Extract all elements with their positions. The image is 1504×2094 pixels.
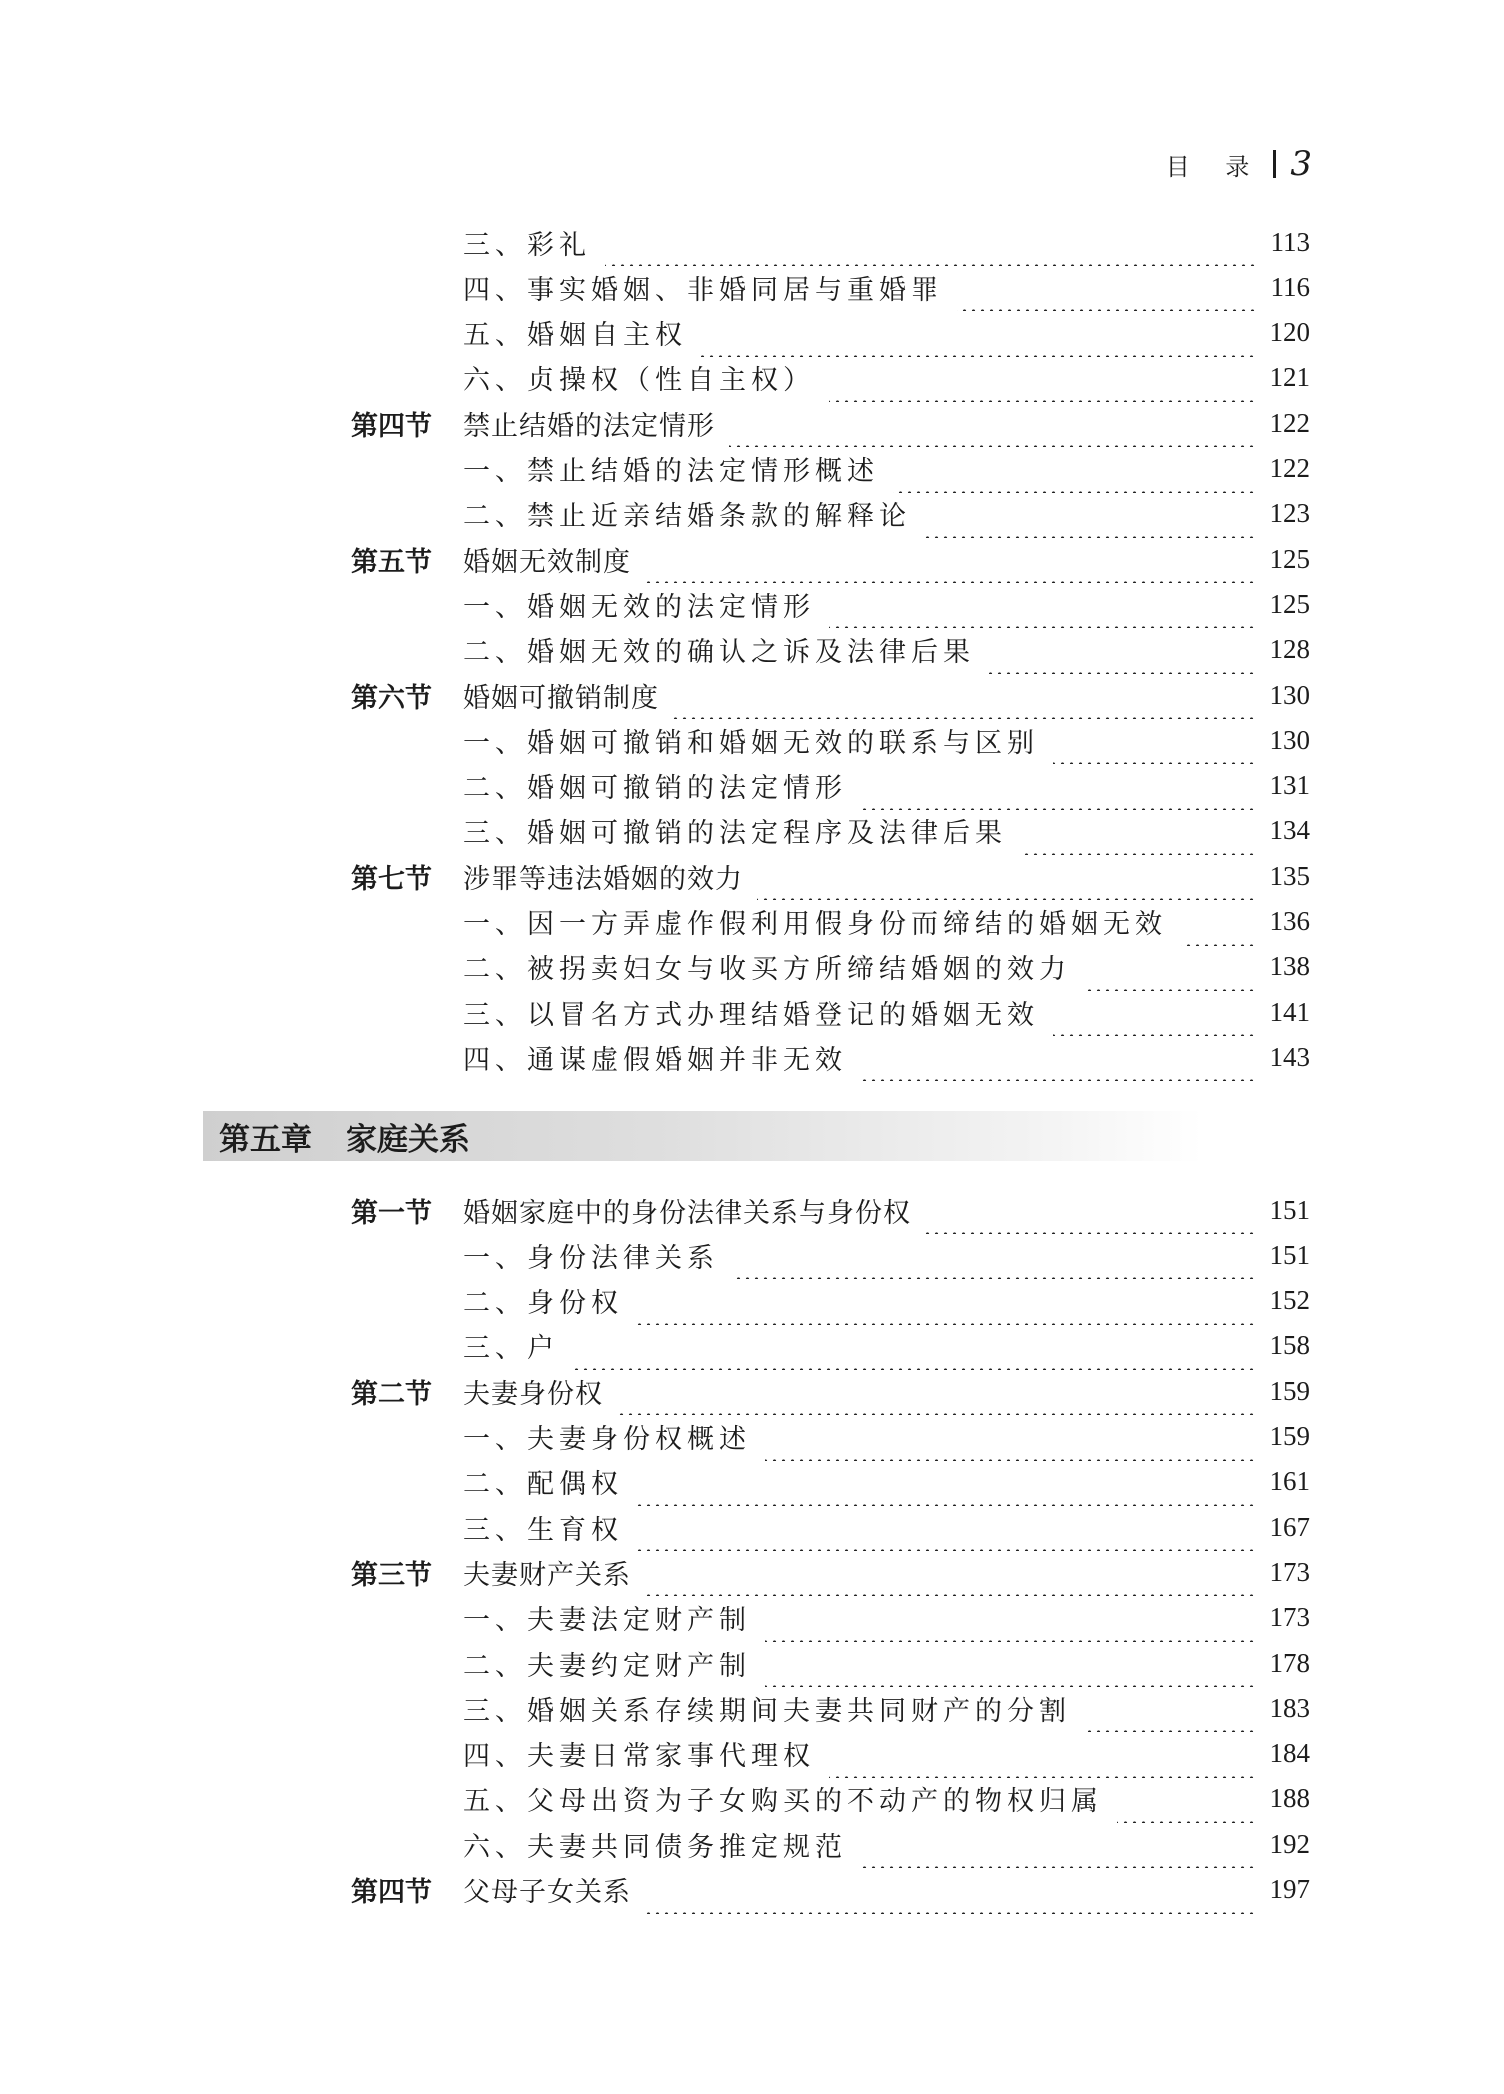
entry-title: 三、户: [463, 1333, 559, 1365]
toc-item-entry[interactable]: [0, 1279, 1504, 1323]
dot-leader: [925, 494, 1256, 538]
toc-section-entry[interactable]: [0, 1868, 1504, 1912]
dot-leader: [757, 856, 1256, 900]
entry-title: 二、身份权: [463, 1288, 623, 1320]
dot-leader: [861, 1824, 1256, 1868]
entry-title: 二、禁止近亲结婚条款的解释论: [463, 501, 911, 533]
toc-item-entry[interactable]: [0, 945, 1504, 989]
dot-leader: [765, 1643, 1256, 1687]
entry-page-number: 123: [1269, 498, 1310, 529]
toc-item-entry[interactable]: [0, 1822, 1504, 1866]
toc-item-entry[interactable]: [0, 718, 1504, 762]
entry-page-number: 197: [1269, 1874, 1310, 1904]
entry-page-number: 192: [1269, 1828, 1310, 1859]
dot-leader: [829, 584, 1256, 628]
dot-leader: [1053, 720, 1256, 764]
chapter-title: 家庭关系: [346, 1121, 470, 1158]
toc-item-entry[interactable]: [0, 582, 1504, 626]
dot-leader: [861, 1037, 1256, 1081]
toc-section-entry[interactable]: [0, 401, 1504, 445]
entry-title: 二、被拐卖妇女与收买方所缔结婚姻的效力: [463, 954, 1071, 986]
entry-page-number: 141: [1269, 996, 1310, 1027]
entry-title: 六、夫妻共同债务推定规范: [463, 1831, 847, 1863]
entry-title: 二、夫妻约定财产制: [463, 1650, 751, 1682]
entry-page-number: 134: [1269, 815, 1310, 846]
entry-page-number: 122: [1269, 407, 1310, 438]
entry-page-number: 135: [1269, 860, 1310, 891]
entry-page-number: 159: [1269, 1375, 1310, 1406]
entry-page-number: 173: [1269, 1556, 1310, 1587]
dot-leader: [605, 222, 1257, 266]
entry-title: 四、通谋虚假婚姻并非无效: [463, 1044, 847, 1076]
entry-page-number: 178: [1269, 1647, 1310, 1678]
entry-title: 一、婚姻无效的法定情形: [463, 591, 815, 623]
entry-page-number: 159: [1269, 1421, 1310, 1451]
toc-section-entry[interactable]: [0, 673, 1504, 717]
toc-item-entry[interactable]: [0, 1415, 1504, 1459]
section-number: 第四节: [351, 1877, 432, 1908]
entry-title: 二、配偶权: [463, 1469, 623, 1501]
dot-leader: [637, 1281, 1256, 1325]
dot-leader: [1053, 992, 1256, 1036]
entry-page-number: 131: [1269, 770, 1310, 801]
dot-leader: [893, 449, 1256, 493]
entry-title: 四、事实婚姻、非婚同居与重婚罪: [463, 274, 943, 306]
dot-leader: [925, 1190, 1256, 1234]
entry-title: 三、婚姻可撤销的法定程序及法律后果: [463, 818, 1007, 850]
dot-leader: [673, 675, 1256, 719]
page-number: 3: [1290, 144, 1312, 184]
entry-title: 夫妻身份权: [463, 1378, 603, 1410]
entry-page-number: 184: [1269, 1738, 1310, 1769]
entry-title: 三、以冒名方式办理结婚登记的婚姻无效: [463, 999, 1039, 1031]
entry-title: 五、婚姻自主权: [463, 320, 687, 352]
chapter-heading: [203, 1111, 1203, 1161]
section-number: 第二节: [351, 1378, 432, 1410]
toc-item-entry[interactable]: [0, 220, 1504, 264]
entry-page-number: 130: [1269, 679, 1310, 710]
entry-title: 禁止结婚的法定情形: [463, 410, 715, 442]
toc-item-entry[interactable]: [0, 1732, 1504, 1776]
entry-title: 一、婚姻可撤销和婚姻无效的联系与区别: [463, 727, 1039, 759]
dot-leader: [1181, 902, 1256, 946]
entry-title: 三、婚姻关系存续期间夫妻共同财产的分割: [463, 1695, 1071, 1727]
toc-item-entry[interactable]: [0, 1460, 1504, 1504]
entry-page-number: 121: [1269, 362, 1310, 393]
dot-leader: [829, 1734, 1256, 1778]
dot-leader: [645, 539, 1256, 583]
dot-leader: [573, 1326, 1256, 1370]
toc-section-entry[interactable]: [0, 1369, 1504, 1413]
dot-leader: [645, 1870, 1256, 1914]
dot-leader: [957, 267, 1257, 311]
entry-page-number: 138: [1269, 951, 1310, 982]
entry-title: 一、夫妻法定财产制: [463, 1605, 751, 1637]
entry-page-number: 161: [1269, 1466, 1310, 1497]
entry-page-number: 125: [1269, 543, 1310, 574]
entry-page-number: 130: [1269, 724, 1310, 755]
entry-title: 婚姻家庭中的身份法律关系与身份权: [463, 1197, 911, 1229]
entry-title: 婚姻可撤销制度: [463, 682, 659, 714]
entry-title: 婚姻无效制度: [463, 546, 631, 578]
entry-page-number: 125: [1269, 588, 1310, 619]
dot-leader: [861, 766, 1256, 810]
entry-page-number: 143: [1269, 1041, 1310, 1072]
entry-title: 一、禁止结婚的法定情形概述: [463, 456, 879, 487]
toc-item-entry[interactable]: [0, 990, 1504, 1034]
header-title: 目 录: [1165, 152, 1264, 181]
dot-leader: [765, 1598, 1256, 1642]
entry-page-number: 113: [1270, 226, 1310, 257]
dot-leader: [829, 358, 1256, 402]
entry-page-number: 151: [1269, 1239, 1310, 1270]
dot-leader: [1085, 947, 1256, 991]
entry-page-number: 188: [1269, 1783, 1310, 1814]
section-number: 第三节: [351, 1559, 432, 1591]
entry-title: 一、夫妻身份权概述: [463, 1424, 751, 1455]
dot-leader: [637, 1462, 1256, 1506]
dot-leader: [729, 403, 1256, 447]
toc-section-entry[interactable]: [0, 854, 1504, 898]
toc-item-entry[interactable]: [0, 1686, 1504, 1730]
entry-page-number: 173: [1269, 1602, 1310, 1633]
entry-page-number: 136: [1269, 906, 1310, 936]
toc-item-entry[interactable]: [0, 809, 1504, 853]
entry-title: 涉罪等违法婚姻的效力: [463, 863, 743, 895]
entry-page-number: 116: [1270, 271, 1310, 302]
toc-item-entry[interactable]: [0, 764, 1504, 808]
toc-item-entry[interactable]: [0, 1035, 1504, 1079]
header-divider: [1273, 150, 1276, 178]
chapter-number: 第五章: [219, 1121, 312, 1158]
toc-section-entry[interactable]: [0, 537, 1504, 581]
dot-leader: [1117, 1779, 1256, 1823]
entry-title: 父母子女关系: [463, 1877, 631, 1908]
dot-leader: [617, 1371, 1256, 1415]
running-header: [1166, 144, 1312, 184]
entry-page-number: 158: [1269, 1330, 1310, 1361]
entry-title: 一、因一方弄虚作假利用假身份而缔结的婚姻无效: [463, 909, 1167, 940]
dot-leader: [765, 1417, 1256, 1461]
entry-title: 五、父母出资为子女购买的不动产的物权归属: [463, 1786, 1103, 1818]
toc-item-entry[interactable]: [0, 356, 1504, 400]
section-number: 第一节: [351, 1197, 432, 1229]
dot-leader: [989, 630, 1256, 674]
toc-item-entry[interactable]: [0, 900, 1504, 944]
entry-page-number: 128: [1269, 634, 1310, 665]
toc-section-entry[interactable]: [0, 1550, 1504, 1594]
entry-page-number: 151: [1269, 1194, 1310, 1225]
entry-page-number: 167: [1269, 1511, 1310, 1542]
toc-item-entry[interactable]: [0, 1641, 1504, 1685]
section-number: 第七节: [351, 863, 432, 895]
toc-item-entry[interactable]: [0, 1233, 1504, 1277]
section-number: 第六节: [351, 682, 432, 714]
toc-item-entry[interactable]: [0, 1777, 1504, 1821]
toc-section-entry[interactable]: [0, 1188, 1504, 1232]
entry-title: 四、夫妻日常家事代理权: [463, 1741, 815, 1773]
dot-leader: [645, 1552, 1256, 1596]
section-number: 第五节: [351, 546, 432, 578]
entry-title: 二、婚姻可撤销的法定情形: [463, 773, 847, 805]
toc-item-entry[interactable]: [0, 1505, 1504, 1549]
toc-item-entry[interactable]: [0, 265, 1504, 309]
dot-leader: [637, 1507, 1256, 1551]
entry-title: 一、身份法律关系: [463, 1242, 719, 1274]
entry-page-number: 152: [1269, 1285, 1310, 1316]
toc-item-entry[interactable]: [0, 1324, 1504, 1368]
entry-title: 六、贞操权（性自主权）: [463, 365, 815, 397]
toc-item-entry[interactable]: [0, 628, 1504, 672]
toc-item-entry[interactable]: [0, 492, 1504, 536]
section-number: 第四节: [351, 410, 432, 442]
entry-title: 三、生育权: [463, 1514, 623, 1546]
entry-title: 夫妻财产关系: [463, 1559, 631, 1591]
dot-leader: [1021, 811, 1256, 855]
entry-title: 三、彩礼: [463, 229, 591, 261]
entry-title: 二、婚姻无效的确认之诉及法律后果: [463, 637, 975, 669]
entry-page-number: 183: [1269, 1692, 1310, 1723]
toc-item-entry[interactable]: [0, 311, 1504, 355]
dot-leader: [733, 1235, 1256, 1279]
entry-page-number: 120: [1269, 317, 1310, 348]
dot-leader: [1085, 1688, 1256, 1732]
entry-page-number: 122: [1269, 453, 1310, 483]
toc-item-entry[interactable]: [0, 1596, 1504, 1640]
toc-item-entry[interactable]: [0, 447, 1504, 491]
dot-leader: [701, 313, 1256, 357]
